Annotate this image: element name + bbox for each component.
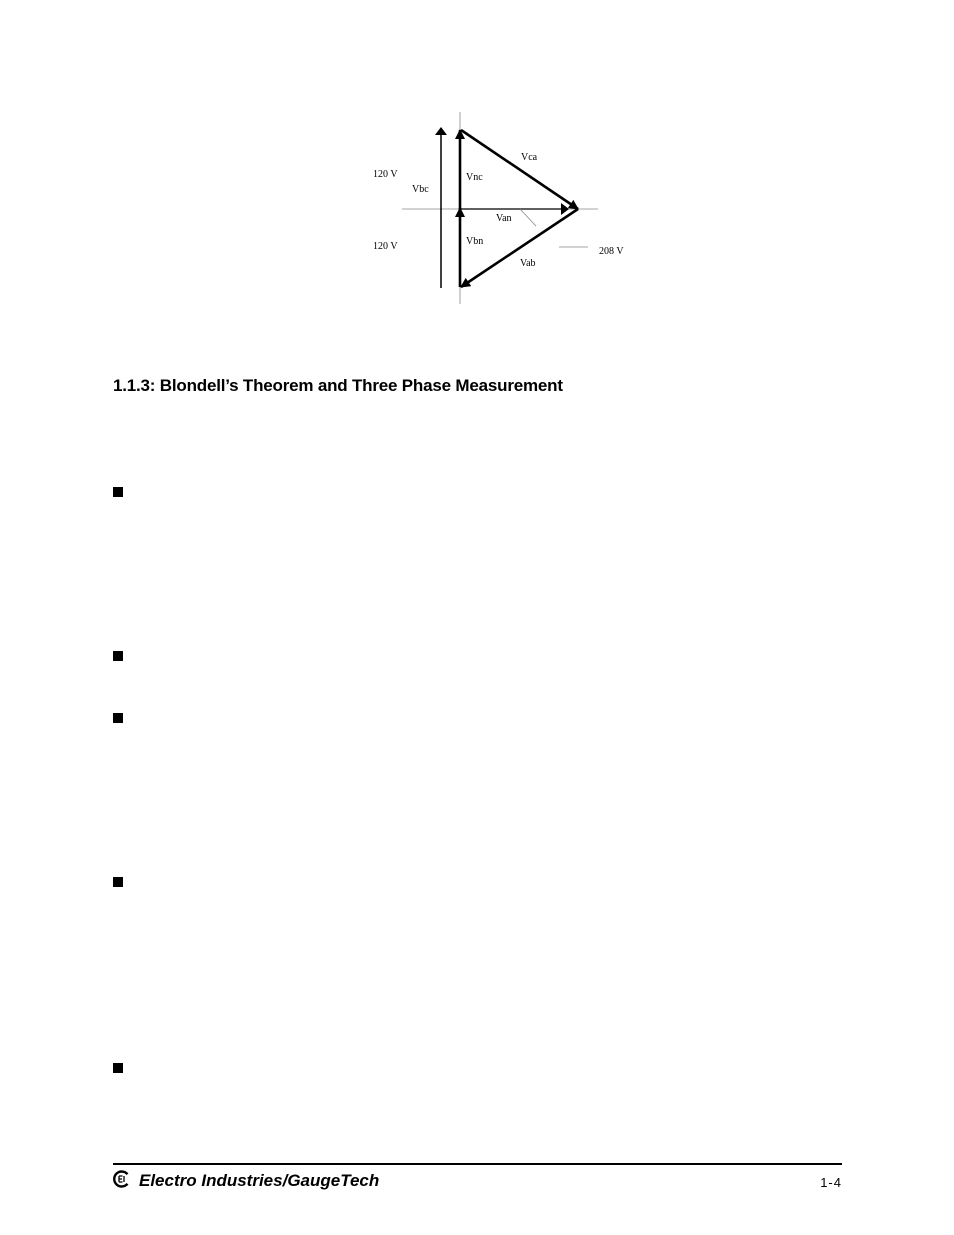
footer-company-name: Electro Industries/GaugeTech: [139, 1171, 380, 1190]
page-number: 1-4: [820, 1175, 842, 1190]
van-leader: [520, 209, 536, 226]
vbn-label: Vbn: [466, 236, 484, 247]
bullet-marker: [113, 877, 123, 887]
vca-arrow: [461, 130, 578, 209]
vbc-label: Vbc: [412, 184, 429, 195]
footer-divider: [113, 1163, 842, 1165]
v120-bottom-label: 120 V: [373, 241, 398, 252]
v208-label: 208 V: [599, 246, 624, 257]
bullet-marker: [113, 487, 123, 497]
vca-label: Vca: [521, 152, 538, 163]
section-heading: 1.1.3: Blondell’s Theorem and Three Phase Measurement: [113, 376, 563, 395]
vnc-label: Vnc: [466, 172, 483, 183]
van-label: Van: [496, 213, 512, 224]
phasor-diagram: [360, 108, 640, 308]
bullet-marker: [113, 1063, 123, 1073]
bullet-marker: [113, 651, 123, 661]
vab-arrow: [461, 209, 578, 287]
eig-logo-icon: [113, 1170, 131, 1188]
vab-label: Vab: [520, 258, 536, 269]
v120-top-label: 120 V: [373, 169, 398, 180]
bullet-marker: [113, 713, 123, 723]
